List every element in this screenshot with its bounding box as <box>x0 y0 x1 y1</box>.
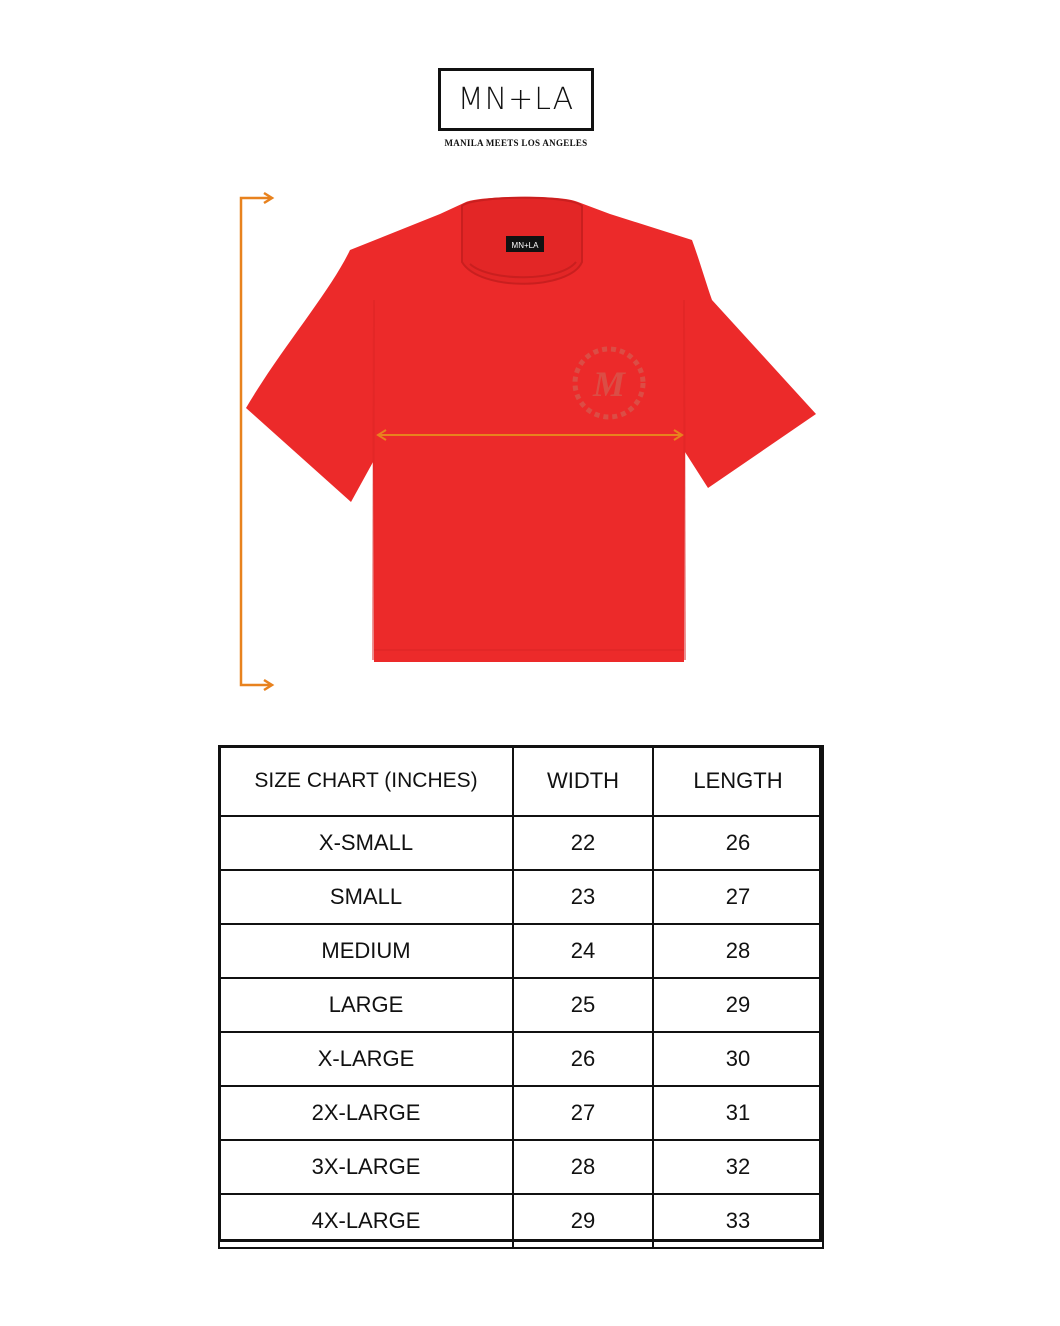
width-cell: 24 <box>513 924 653 978</box>
width-cell: 27 <box>513 1086 653 1140</box>
size-chart-header-row <box>219 746 823 816</box>
size-cell: LARGE <box>219 978 513 1032</box>
size-cell: 4X-LARGE <box>219 1194 513 1248</box>
table-row <box>219 1140 823 1194</box>
size-cell: MEDIUM <box>219 924 513 978</box>
length-cell: 31 <box>653 1086 823 1140</box>
svg-text:M: M <box>592 364 626 404</box>
length-cell: 33 <box>653 1194 823 1248</box>
length-cell: 28 <box>653 924 823 978</box>
table-row <box>219 816 823 870</box>
table-row <box>219 924 823 978</box>
length-cell: 30 <box>653 1032 823 1086</box>
width-cell: 28 <box>513 1140 653 1194</box>
size-cell: 2X-LARGE <box>219 1086 513 1140</box>
length-cell: 32 <box>653 1140 823 1194</box>
table-row <box>219 1032 823 1086</box>
size-cell: SMALL <box>219 870 513 924</box>
header-width: WIDTH <box>513 746 653 816</box>
length-cell: 29 <box>653 978 823 1032</box>
size-cell: X-LARGE <box>219 1032 513 1086</box>
size-cell: X-SMALL <box>219 816 513 870</box>
width-cell: 25 <box>513 978 653 1032</box>
width-cell: 26 <box>513 1032 653 1086</box>
width-cell: 23 <box>513 870 653 924</box>
header-length: LENGTH <box>653 746 823 816</box>
table-row <box>219 1086 823 1140</box>
table-row <box>219 978 823 1032</box>
brand-tagline: MANILA MEETS LOS ANGELES <box>444 138 588 148</box>
header-size-chart: SIZE CHART (INCHES) <box>219 746 513 816</box>
length-cell: 27 <box>653 870 823 924</box>
neck-label: MN+LA <box>511 241 539 250</box>
width-cell: 29 <box>513 1194 653 1248</box>
size-cell: 3X-LARGE <box>219 1140 513 1194</box>
table-row <box>219 870 823 924</box>
width-cell: 22 <box>513 816 653 870</box>
table-row <box>219 1194 823 1248</box>
length-cell: 26 <box>653 816 823 870</box>
vertical-length-measure-icon <box>241 193 272 690</box>
size-chart-table <box>218 745 824 1249</box>
logo-text: MN+LA <box>457 82 575 117</box>
